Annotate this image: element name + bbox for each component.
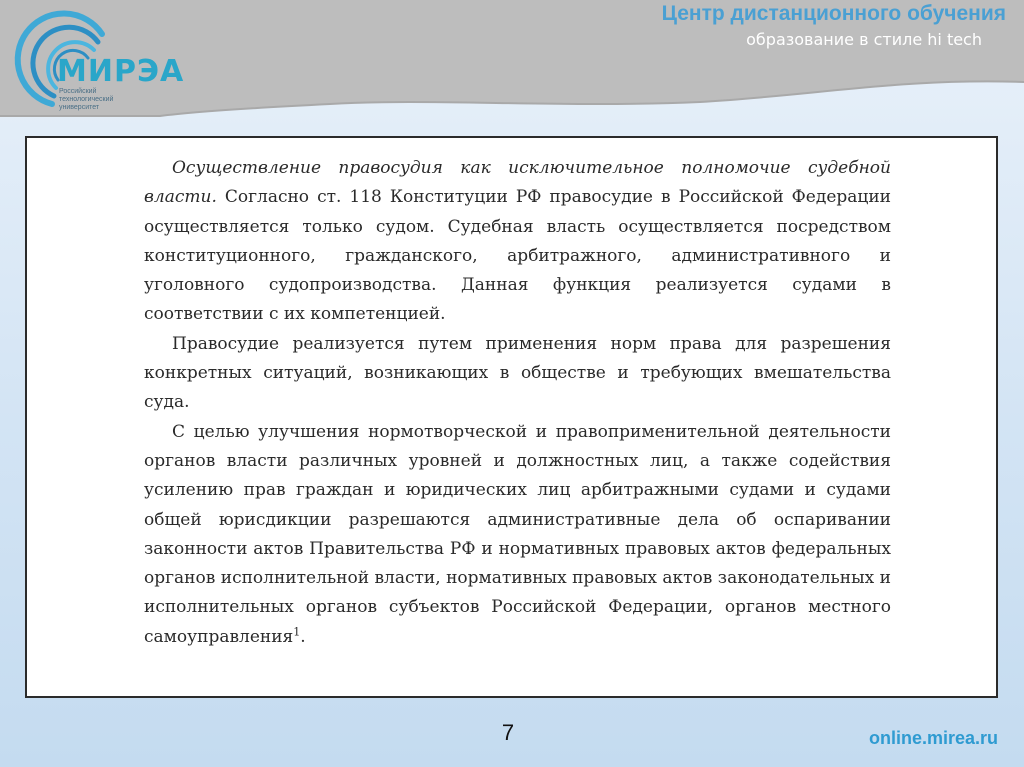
logo-subtitle: Российский технологический университет bbox=[59, 88, 114, 111]
paragraph-1 bbox=[144, 154, 891, 330]
document-frame bbox=[25, 136, 998, 698]
paragraph-1-text: Согласно ст. 118 Конституции РФ правосудие в Российской Федерации осуществляется только судом. Судебная власть осуществляется посредством конституционного, гражданского, арбитражного, административного и уголовного судопроизводства. Данная функция реализуется судами в соответствии с их компетенцией. bbox=[144, 187, 891, 325]
logo-wordmark: МИРЭА bbox=[57, 54, 185, 89]
center-subtitle: образование в стиле hi tech bbox=[746, 30, 982, 49]
paragraph-3 bbox=[144, 418, 891, 652]
header-band bbox=[0, 0, 1024, 125]
paragraph-3-end: . bbox=[300, 626, 306, 647]
footnote-mark[interactable]: 1 bbox=[293, 625, 301, 639]
document-body bbox=[144, 154, 891, 652]
lead-italic-phrase: Осуществление правосудия как исключительное полномочие судебной власти. bbox=[144, 158, 891, 208]
center-title: Центр дистанционного обучения bbox=[661, 2, 1006, 25]
page-number: 7 bbox=[501, 720, 515, 745]
site-url-link[interactable]: online.mirea.ru bbox=[868, 728, 998, 748]
mirea-logo[interactable] bbox=[2, 4, 185, 116]
paragraph-2: Правосудие реализуется путем применения норм права для разрешения конкретных ситуаций, возникающих в обществе и требующих вмешательства суда. bbox=[144, 333, 891, 413]
paragraph-3-text: С целью улучшения нормотворческой и правоприменительной деятельности органов власти различных уровней и должностных лиц, а также содействия усилению прав граждан и юридических лиц арбитражными судами и судами общей юрисдикции разрешаются административные дела об оспаривании законности актов Правительства РФ и нормативных правовых актов федеральных органов исполнительной власти, нормативных правовых актов законодательных и исполнительных органов субъектов Российской Федерации, органов местного самоуправления bbox=[144, 421, 891, 647]
